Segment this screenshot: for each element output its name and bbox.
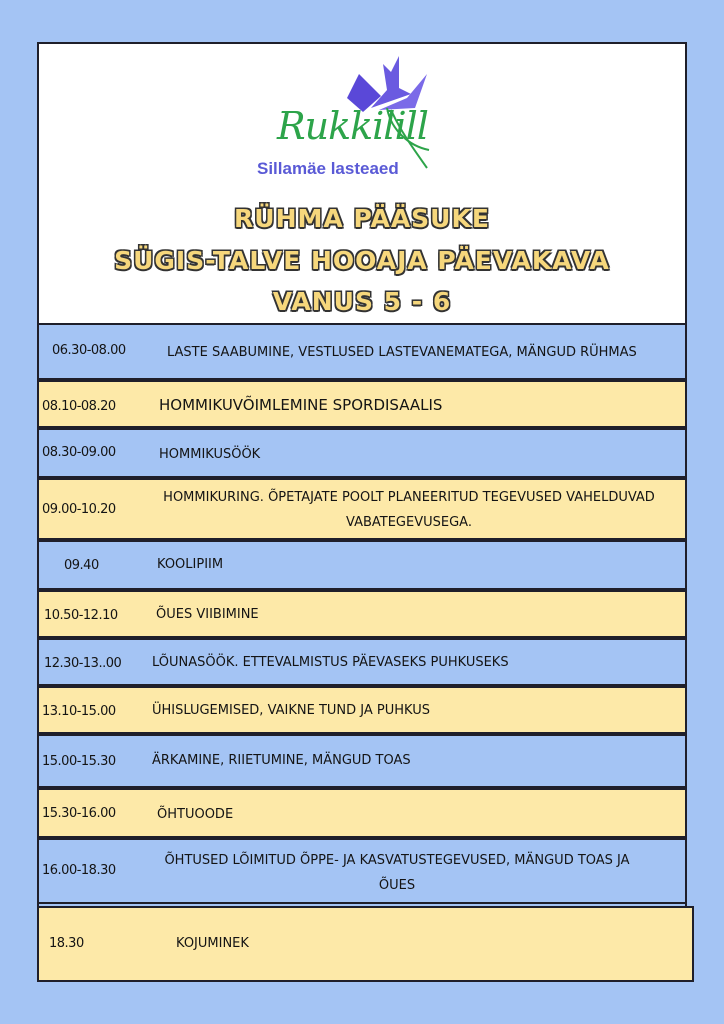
- title-group-name: RÜHMA PÄÄSUKE: [234, 204, 490, 233]
- schedule-row: [37, 380, 687, 428]
- row-activity: HOMMIKUVÕIMLEMINE SPORDISAALIS: [159, 396, 443, 414]
- schedule-row: [37, 638, 687, 686]
- row-activity: HOMMIKUSÖÖK: [159, 447, 261, 462]
- schedule-row: [37, 788, 687, 838]
- row-time: 09.00-10.20: [42, 502, 116, 517]
- title-season: SÜGIS-TALVE HOOAJA PÄEVAKAVA: [114, 246, 610, 275]
- logo-subtitle: Sillamäe lasteaed: [257, 159, 399, 178]
- row-time: 08.10-08.20: [42, 399, 116, 414]
- schedule-row: [37, 323, 687, 380]
- row-time: 16.00-18.30: [42, 863, 116, 878]
- row-time: 12.30-13..00: [44, 656, 122, 671]
- row-activity: HOMMIKURING. ÕPETAJATE POOLT PLANEERITUD TEGEVUSED VAHELDUVAD VABATEGEVUSEGA.: [163, 490, 655, 530]
- row-activity: KOOLIPIIM: [157, 557, 224, 572]
- row-activity: ÜHISLUGEMISED, VAIKNE TUND JA PUHKUS: [152, 703, 430, 718]
- row-activity: ÕHTUOODE: [157, 807, 234, 822]
- title-age: VANUS 5 - 6: [272, 287, 452, 316]
- row-activity: LASTE SAABUMINE, VESTLUSED LASTEVANEMATEGA, MÄNGUD RÜHMAS: [167, 345, 637, 360]
- schedule-row: [37, 478, 687, 540]
- schedule-row: [37, 734, 687, 788]
- row-time: 15.00-15.30: [42, 754, 116, 769]
- schedule-row: [37, 590, 687, 638]
- row-activity: ÕHTUSED LÕIMITUD ÕPPE- JA KASVATUSTEGEVUSED, MÄNGUD TOAS JA ÕUES: [164, 853, 630, 893]
- row-time: 13.10-15.00: [42, 704, 116, 719]
- logo-wordmark: Rukkilill: [277, 104, 428, 148]
- row-time: 09.40: [64, 558, 99, 573]
- schedule-row: [37, 906, 694, 982]
- schedule-row: [37, 838, 687, 904]
- row-activity: ÄRKAMINE, RIIETUMINE, MÄNGUD TOAS: [152, 753, 411, 768]
- row-activity: KOJUMINEK: [176, 936, 249, 951]
- row-time: 06.30-08.00: [52, 343, 126, 358]
- row-time: 10.50-12.10: [44, 608, 118, 623]
- row-activity: LÕUNASÖÖK. ETTEVALMISTUS PÄEVASEKS PUHKUSEKS: [152, 655, 509, 670]
- schedule-row: [37, 428, 687, 478]
- row-activity: ÕUES VIIBIMINE: [156, 607, 259, 622]
- row-time: 18.30: [49, 936, 84, 951]
- row-time: 15.30-16.00: [42, 806, 116, 821]
- row-time: 08.30-09.00: [42, 445, 116, 460]
- schedule-row: [37, 686, 687, 734]
- schedule-row: [37, 540, 687, 590]
- header: [39, 44, 685, 326]
